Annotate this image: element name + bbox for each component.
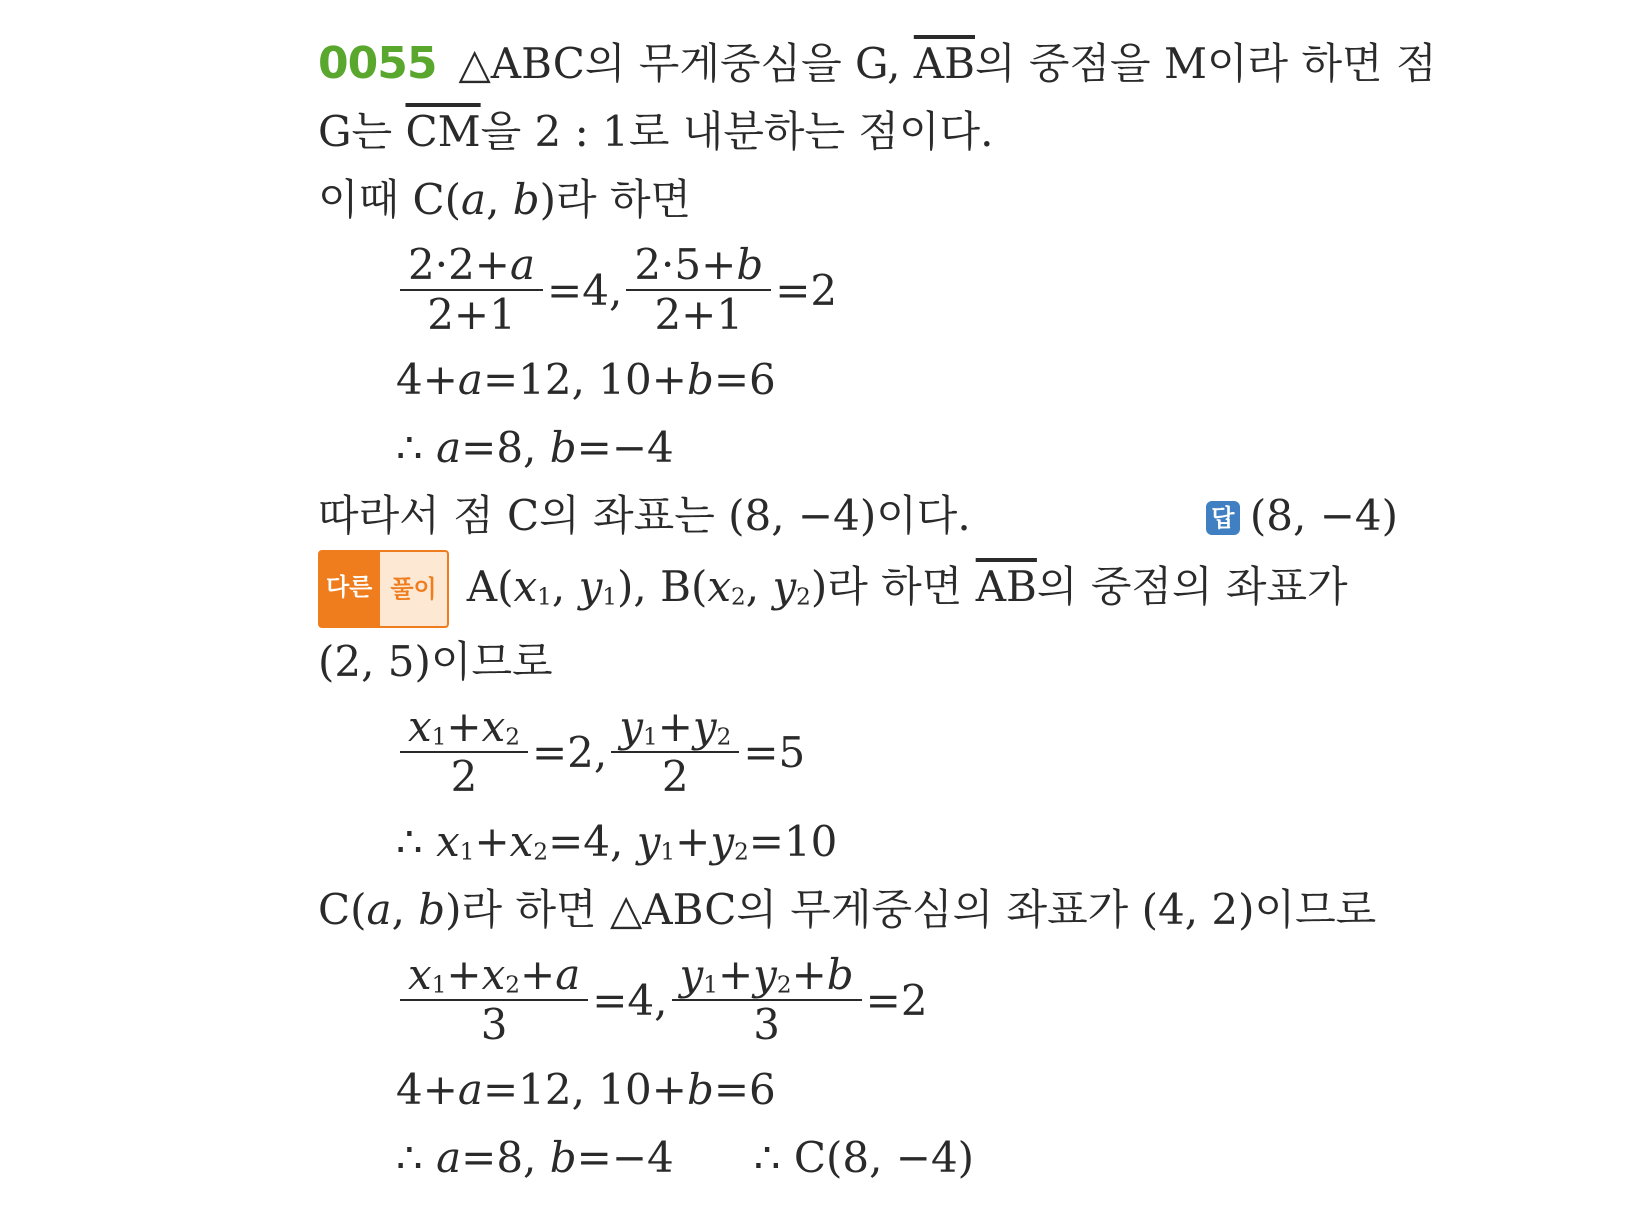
fraction: $\frac{y_1+y_2}{2}$ <box>611 703 739 801</box>
alt-line-4: C(a, b)라 하면 △ABC의 무게중심의 좌표가 (4, 2)이므로 <box>318 885 1377 934</box>
alt-line-1: 다른 풀이 $A(x_1$, $y_1$), $B(x_2$, $y_2$)라 하면 $\overline{AB}$의 중점의 좌표가 <box>318 550 1398 628</box>
segment-ab: $\overline{AB}$ <box>913 39 975 88</box>
problem-line-2: G는 $\overline{CM}$을 2 : 1로 내분하는 점이다. <box>318 107 994 156</box>
fraction: $\frac{x_1+x_2+a}{3}$ <box>400 951 588 1049</box>
answer-value: (8, −4) <box>1249 491 1398 540</box>
problem-number: 0055 <box>318 38 437 89</box>
problem-line-3: 이때 C(a, b)라 하면 <box>318 175 692 224</box>
fraction-equation-2: $\frac{x_1+x_2}{2}$ =2, $\frac{y_1+y_2}{2}$ =5 <box>318 696 1398 808</box>
alt-line-2: (2, 5)이므로 <box>318 637 553 686</box>
answer <box>1206 482 1398 550</box>
fraction: $\frac{2\cdot 5+b}{2+1}$ <box>626 241 771 339</box>
fraction-equation-1: $\frac{2\cdot 2+a}{2+1}$ =4, $\frac{2\cdot 5+b}{2+1}$ =2 <box>318 234 1398 346</box>
segment-ab: $\overline{AB}$ <box>975 562 1037 611</box>
problem-line-1: 0055 △ABC의 무게중심을 G, $\overline{AB}$의 중점을 M이라 하면 점 <box>318 38 1437 89</box>
problem-line-5: ∴ a=8, b=−4 <box>396 423 674 472</box>
problem-line-6: 따라서 점 C의 좌표는 (8, −4)이다. 답 (8, −4) <box>318 482 1398 550</box>
answer-badge: 답 <box>1206 501 1240 535</box>
fraction: $\frac{2\cdot 2+a}{2+1}$ <box>400 241 543 339</box>
problem-line-4: 4+a=12, 10+b=6 <box>396 355 776 404</box>
alt-line-3: ∴ $x_1+x_2=4$, $y_1+y_2=10$ <box>396 817 838 866</box>
alt-line-6: ∴ a=8, b=−4 ∴ C(8, −4) <box>396 1133 975 1182</box>
fraction-equation-3: $\frac{x_1+x_2+a}{3}$ =4, $\frac{y_1+y_2+b}{3}$ =2 <box>318 944 1398 1056</box>
solution-block <box>318 30 1437 1192</box>
segment-cm: $\overline{CM}$ <box>405 107 481 156</box>
fraction: $\frac{y_1+y_2+b}{3}$ <box>672 951 862 1049</box>
final-answer: ∴ C(8, −4) <box>753 1133 975 1182</box>
fraction: $\frac{x_1+x_2}{2}$ <box>400 703 528 801</box>
alt-line-5: 4+a=12, 10+b=6 <box>396 1065 776 1114</box>
alt-solution-badge: 다른 풀이 <box>318 550 449 628</box>
